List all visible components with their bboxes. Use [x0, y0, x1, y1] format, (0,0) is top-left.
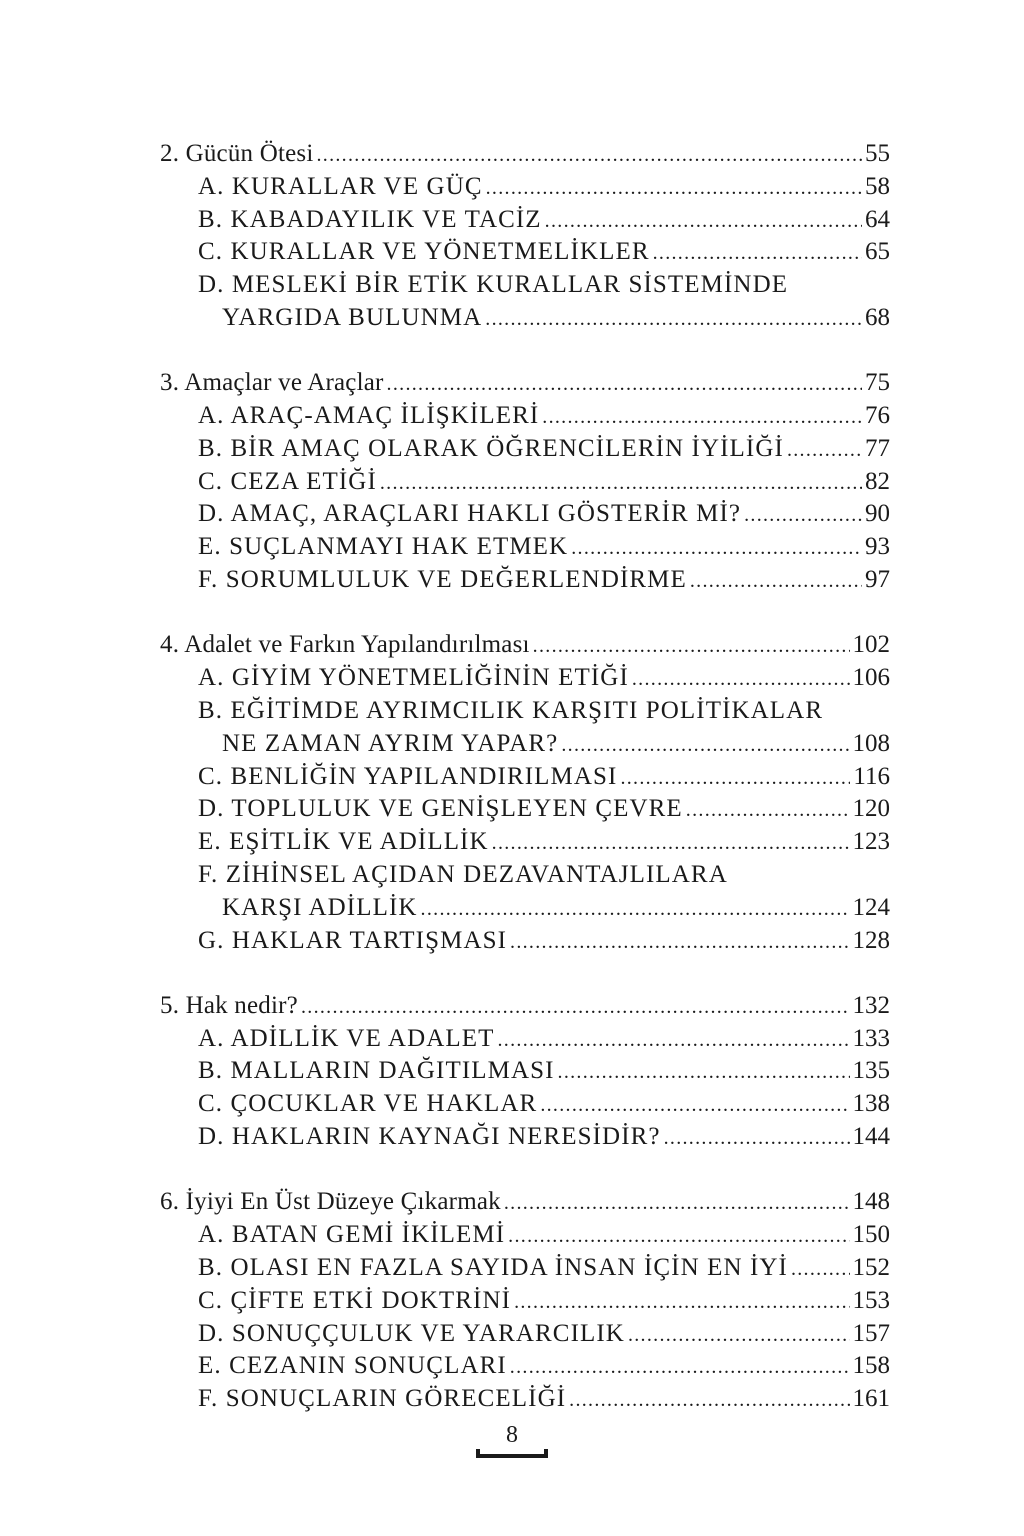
- toc-entry-title: G. HAKLAR TARTIŞMASI: [198, 926, 508, 954]
- toc-page-number: 120: [852, 795, 890, 823]
- dot-leader: [510, 926, 849, 959]
- dot-leader: [664, 1122, 850, 1155]
- toc-entry-title: C. CEZA ETİĞİ: [198, 467, 377, 495]
- toc-page-number: 135: [852, 1057, 890, 1085]
- dot-leader: [542, 401, 862, 434]
- toc-entry-title: C. ÇOCUKLAR VE HAKLAR: [198, 1090, 538, 1118]
- toc-entry-title: KARŞI ADİLLİK: [222, 893, 418, 921]
- toc-page-number: 138: [852, 1090, 890, 1118]
- toc-page-number: 123: [852, 828, 890, 856]
- toc-section-entry[interactable]: [160, 236, 890, 269]
- toc-chapter: [160, 367, 890, 597]
- toc-entry-title: 5. Hak nedir?: [160, 991, 298, 1019]
- toc-entry-title: A. GİYİM YÖNETMELİĞİNİN ETİĞİ: [198, 664, 629, 692]
- toc-page-number: 90: [865, 500, 890, 528]
- toc-entry-title: E. SUÇLANMAYI HAK ETMEK: [198, 533, 569, 561]
- toc-section-entry[interactable]: [160, 826, 890, 859]
- toc-section-entry[interactable]: [160, 498, 890, 531]
- table-of-contents: [160, 138, 890, 1448]
- toc-entry-title: A. ARAÇ-AMAÇ İLİŞKİLERİ: [198, 402, 540, 430]
- toc-chapter: [160, 138, 890, 335]
- toc-entry-title: A. ADİLLİK VE ADALET: [198, 1024, 495, 1052]
- toc-section-entry[interactable]: [160, 564, 890, 597]
- dot-leader: [558, 1056, 850, 1089]
- toc-entry-title: B. MALLARIN DAĞITILMASI: [198, 1057, 555, 1085]
- footer-rule-left-tick: [476, 1449, 480, 1458]
- dot-leader: [514, 1286, 849, 1319]
- toc-entry-title: A. KURALLAR VE GÜÇ: [198, 172, 483, 200]
- dot-leader: [628, 1319, 850, 1352]
- toc-section-entry[interactable]: [160, 269, 890, 302]
- dot-leader: [690, 565, 862, 598]
- toc-page-number: 133: [852, 1024, 890, 1052]
- toc-entry-title: 2. Gücün Ötesi: [160, 140, 314, 167]
- dot-leader: [380, 467, 862, 500]
- toc-section-entry[interactable]: [160, 1318, 890, 1351]
- dot-leader: [653, 237, 862, 270]
- dot-leader: [787, 434, 862, 467]
- dot-leader: [571, 532, 862, 565]
- dot-leader: [486, 172, 862, 205]
- toc-entry-title: C. BENLİĞİN YAPILANDIRILMASI: [198, 762, 618, 790]
- toc-page-number: 77: [865, 434, 890, 462]
- toc-section-entry[interactable]: [160, 1219, 890, 1252]
- page-footer: [476, 1422, 548, 1458]
- toc-chapter-heading[interactable]: [160, 138, 890, 171]
- toc-entry-title: C. ÇİFTE ETKİ DOKTRİNİ: [198, 1286, 512, 1314]
- toc-page-number: 128: [852, 926, 890, 954]
- toc-page-number: 97: [865, 566, 890, 594]
- toc-section-entry[interactable]: [160, 433, 890, 466]
- toc-entry-title: 6. İyiyi En Üst Düzeye Çıkarmak: [160, 1188, 501, 1216]
- toc-section-entry[interactable]: [160, 1350, 890, 1383]
- toc-page-number: 82: [865, 467, 890, 495]
- toc-entry-title: D. MESLEKİ BİR ETİK KURALLAR SİSTEMİNDE: [198, 271, 789, 299]
- toc-entry-title: NE ZAMAN AYRIM YAPAR?: [222, 729, 559, 757]
- toc-section-entry[interactable]: [160, 1383, 890, 1416]
- toc-page-number: 102: [852, 631, 890, 659]
- toc-chapter: [160, 1186, 890, 1416]
- toc-section-entry[interactable]: [160, 1285, 890, 1318]
- toc-entry-title: B. EĞİTİMDE AYRIMCILIK KARŞITI POLİTİKALAR: [198, 696, 824, 724]
- dot-leader: [686, 794, 850, 827]
- toc-entry-title: F. SORUMLULUK VE DEĞERLENDİRME: [198, 566, 687, 594]
- dot-leader: [791, 1253, 850, 1286]
- dot-leader: [421, 893, 850, 926]
- dot-leader: [561, 729, 849, 762]
- toc-chapter-heading[interactable]: [160, 990, 890, 1023]
- toc-page-number: 161: [852, 1385, 890, 1413]
- toc-entry-title: A. BATAN GEMİ İKİLEMİ: [198, 1221, 506, 1249]
- toc-entry-title: F. ZİHİNSEL AÇIDAN DEZAVANTAJLILARA: [198, 860, 728, 888]
- toc-page-number: 116: [853, 762, 890, 790]
- toc-page-number: 76: [865, 402, 890, 430]
- toc-section-entry[interactable]: [160, 1252, 890, 1285]
- dot-leader: [569, 1384, 849, 1417]
- toc-entry-title: D. SONUÇÇULUK VE YARARCILIK: [198, 1319, 625, 1347]
- toc-section-entry[interactable]: [160, 531, 890, 564]
- page-number: 8: [506, 1422, 518, 1448]
- toc-section-entry[interactable]: [160, 1121, 890, 1154]
- toc-entry-title: B. OLASI EN FAZLA SAYIDA İNSAN İÇİN EN İYİ: [198, 1253, 788, 1281]
- dot-leader: [545, 205, 862, 238]
- toc-page-number: 148: [852, 1188, 890, 1216]
- toc-entry-title: B. BİR AMAÇ OLARAK ÖĞRENCİLERİN İYİLİĞİ: [198, 434, 784, 462]
- toc-section-entry-continuation[interactable]: [160, 892, 890, 925]
- toc-entry-title: E. CEZANIN SONUÇLARI: [198, 1352, 507, 1380]
- toc-page-number: 152: [852, 1253, 890, 1281]
- dot-leader: [744, 499, 862, 532]
- toc-section-entry[interactable]: [160, 1023, 890, 1056]
- toc-page-number: 68: [865, 303, 890, 331]
- toc-chapter-heading[interactable]: [160, 1186, 890, 1219]
- toc-section-entry[interactable]: [160, 204, 890, 237]
- dot-leader: [387, 368, 862, 401]
- toc-page-number: 75: [865, 369, 890, 397]
- toc-section-entry[interactable]: [160, 695, 890, 728]
- toc-page-number: 157: [852, 1319, 890, 1347]
- toc-section-entry[interactable]: [160, 859, 890, 892]
- toc-page-number: 158: [852, 1352, 890, 1380]
- dot-leader: [508, 1220, 849, 1253]
- toc-page-number: 55: [865, 140, 890, 167]
- toc-page-number: 108: [852, 729, 890, 757]
- toc-page-number: 144: [852, 1123, 890, 1151]
- toc-section-entry[interactable]: [160, 400, 890, 433]
- toc-section-entry[interactable]: [160, 171, 890, 204]
- toc-page-number: 93: [865, 533, 890, 561]
- toc-entry-title: YARGIDA BULUNMA: [222, 303, 483, 331]
- dot-leader: [492, 827, 850, 860]
- dot-leader: [485, 303, 862, 336]
- toc-entry-title: D. TOPLULUK VE GENİŞLEYEN ÇEVRE: [198, 795, 683, 823]
- toc-section-entry[interactable]: [160, 925, 890, 958]
- toc-entry-title: F. SONUÇLARIN GÖRECELİĞİ: [198, 1385, 567, 1413]
- toc-section-entry[interactable]: [160, 1055, 890, 1088]
- toc-section-entry[interactable]: [160, 466, 890, 499]
- dot-leader: [510, 1351, 850, 1384]
- toc-entry-title: E. EŞİTLİK VE ADİLLİK: [198, 828, 489, 856]
- toc-page-number: 106: [852, 664, 890, 692]
- toc-chapter: [160, 629, 890, 957]
- toc-section-entry[interactable]: [160, 793, 890, 826]
- toc-page-number: 58: [865, 172, 890, 200]
- toc-section-entry[interactable]: [160, 662, 890, 695]
- dot-leader: [540, 1089, 849, 1122]
- toc-page-number: 65: [865, 238, 890, 266]
- toc-chapter: [160, 990, 890, 1154]
- footer-rule: [476, 1454, 548, 1458]
- dot-leader: [504, 1187, 850, 1220]
- toc-chapter-heading[interactable]: [160, 367, 890, 400]
- toc-page-number: 153: [852, 1286, 890, 1314]
- toc-entry-title: C. KURALLAR VE YÖNETMELİKLER: [198, 238, 650, 266]
- dot-leader: [498, 1024, 850, 1057]
- toc-page-number: 150: [852, 1221, 890, 1249]
- footer-rule-right-tick: [544, 1449, 548, 1458]
- toc-section-entry-continuation[interactable]: [160, 728, 890, 761]
- toc-chapter-heading[interactable]: [160, 629, 890, 662]
- toc-page-number: 124: [852, 893, 890, 921]
- toc-section-entry[interactable]: [160, 1088, 890, 1121]
- toc-entry-title: 3. Amaçlar ve Araçlar: [160, 369, 384, 397]
- toc-section-entry-continuation[interactable]: [160, 302, 890, 335]
- toc-entry-title: 4. Adalet ve Farkın Yapılandırılması: [160, 631, 530, 659]
- toc-entry-title: D. AMAÇ, ARAÇLARI HAKLI GÖSTERİR Mİ?: [198, 500, 742, 528]
- dot-leader: [632, 663, 850, 696]
- dot-leader: [533, 630, 850, 663]
- dot-leader: [301, 991, 850, 1024]
- toc-section-entry[interactable]: [160, 761, 890, 794]
- dot-leader: [316, 139, 862, 172]
- toc-page-number: 64: [865, 205, 890, 233]
- toc-entry-title: D. HAKLARIN KAYNAĞI NERESİDİR?: [198, 1123, 661, 1151]
- toc-page-number: 132: [852, 991, 890, 1019]
- toc-entry-title: B. KABADAYILIK VE TACİZ: [198, 205, 542, 233]
- dot-leader: [620, 762, 850, 795]
